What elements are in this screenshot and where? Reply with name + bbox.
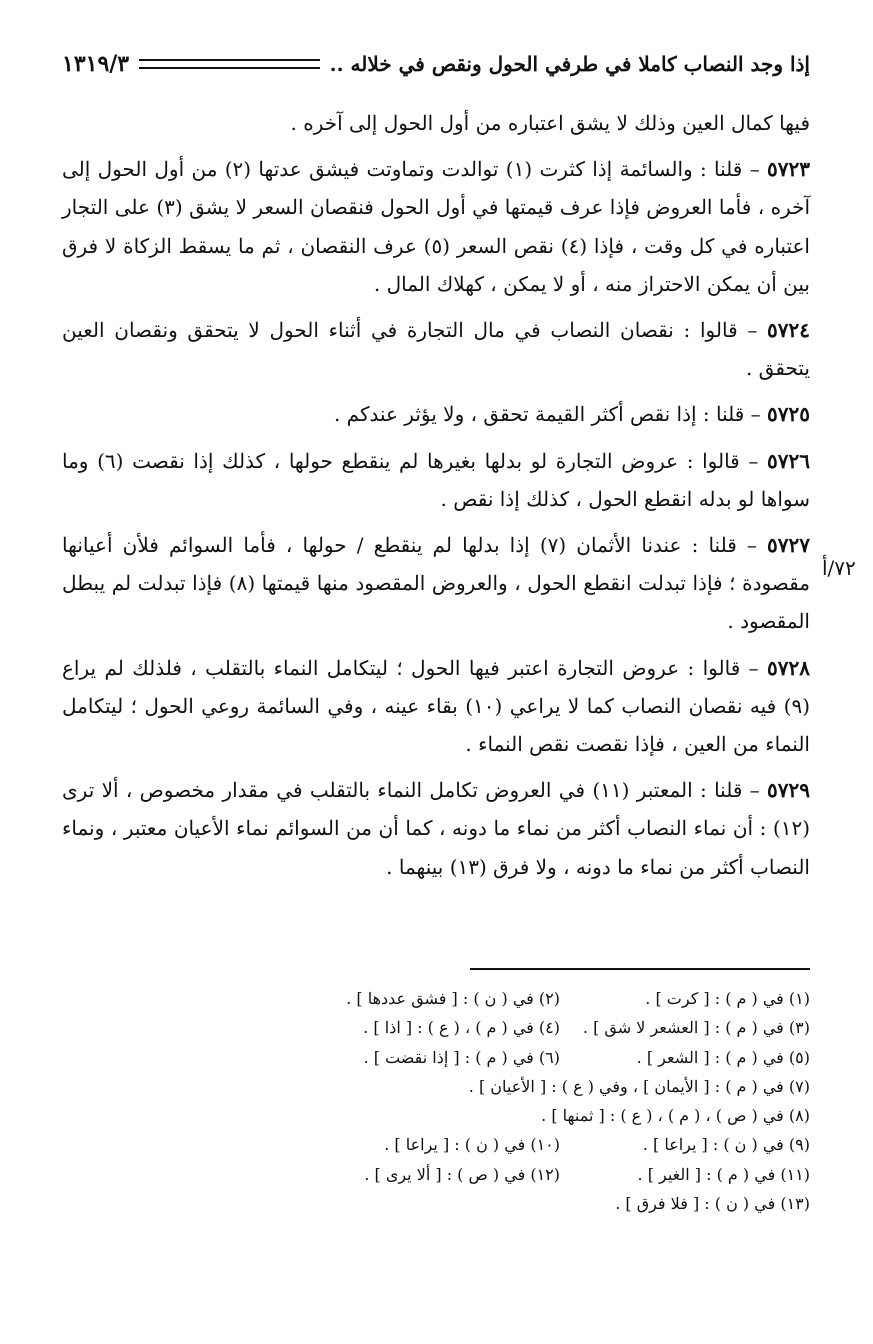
footnote-row <box>130 1101 810 1130</box>
footnote: (١٣) في ( ن ) : [ فلا فرق ] . <box>615 1194 810 1214</box>
footnote: (٨) في ( ص ) ، ( م ) ، ( ع ) : [ ثمنها ] . <box>541 1106 810 1126</box>
paragraph-text: – قلنا : إذا نقص أكثر القيمة تحقق ، ولا يؤثر عندكم . <box>333 402 768 427</box>
header-title: إذا وجد النصاب كاملا في طرفي الحول ونقص في خلاله .. <box>329 52 810 76</box>
paragraph-number: ٥٧٢٣ <box>767 157 810 182</box>
paragraph-number: ٥٧٢٧ <box>767 533 810 558</box>
paragraph-text: – قلنا : المعتبر (١١) في العروض تكامل النماء بالتقلب في مقدار مخصوص ، ألا ترى (١٢) : أن نماء النصاب أكثر من نماء ما دونه ، كما أن من السوائم نماء الأعيان معتبر ، ونماء النصاب أكثر من نماء ما دونه ، ولا فرق (١٣) بينهما . <box>62 778 810 879</box>
main-text <box>62 104 810 894</box>
paragraph <box>62 395 810 433</box>
paragraph-number: ٥٧٢٤ <box>767 318 810 343</box>
footnote: (٦) في ( م ) : [ إذا نقضت ] . <box>363 1047 560 1067</box>
footnote: (٢) في ( ن ) : [ فشق عددها ] . <box>346 989 560 1008</box>
paragraph-number: ٥٧٢٩ <box>767 778 810 803</box>
footnote: (٥) في ( م ) : [ الشعر ] . <box>636 1047 810 1067</box>
footnote: (١٢) في ( ص ) : [ ألا يرى ] . <box>364 1164 560 1184</box>
paragraph-number: ٥٧٢٥ <box>767 402 810 427</box>
paragraph-number: ٥٧٢٦ <box>767 448 810 473</box>
paragraph <box>62 150 810 303</box>
paragraph <box>62 526 810 641</box>
footnote-row <box>130 1043 810 1072</box>
footnote-row <box>130 1189 810 1218</box>
footnote-separator <box>470 968 810 970</box>
header-rule <box>139 59 320 69</box>
page-number: ١٣١٩/٣ <box>62 51 130 77</box>
manuscript-folio-note: ٧٢/أ <box>822 556 856 580</box>
paragraph-text: – قلنا : والسائمة إذا كثرت (١) توالدت وتماوتت فيشق عدتها (٢) من أول الحول إلى آخره ، فأما العروض فإذا عرف قيمتها في أول الحول فنقصان السعر لا يشق (٣) على التجار اعتباره في كل وقت ، فإذا (٤) نقص السعر (٥) عرف النقصان ، ثم ما يسقط الزكاة لا فرق بين أن يمكن الاحتراز منه ، أو لا يمكن ، كهلاك المال . <box>62 157 811 296</box>
paragraph-text: – قالوا : عروض التجارة لو بدلها بغيرها لم ينقطع حولها ، كذلك إذا نقصت (٦) وما سواها لو بدله انقطع الحول ، كذلك إذا نقص . <box>62 448 810 511</box>
running-header <box>62 44 810 84</box>
footnote-row <box>130 1013 810 1042</box>
paragraph-text: فيها كمال العين وذلك لا يشق اعتباره من أول الحول إلى آخره . <box>290 111 810 135</box>
paragraph-text: – قالوا : نقصان النصاب في مال التجارة في أثناء الحول لا يتحقق ونقصان العين يتحقق . <box>62 318 810 381</box>
paragraph <box>62 311 810 387</box>
footnote-row <box>130 1130 810 1159</box>
footnote-row <box>130 1072 810 1101</box>
paragraph-text: – قالوا : عروض التجارة اعتبر فيها الحول ؛ ليتكامل النماء بالتقلب ، فلذلك لم يراع (٩) فيه نقصان النصاب كما لا يراعي (١٠) بقاء عينه ، وفي السائمة روعي الحول ؛ ليتكامل النماء من العين ، فإذا نقصت نقص النماء . <box>62 655 810 757</box>
footnote: (٧) في ( م ) : [ الأيمان ] ، وفي ( ع ) : [ الأعيان ] . <box>468 1076 810 1096</box>
footnotes <box>130 984 810 1218</box>
paragraph-text: – قلنا : عندنا الأثمان (٧) إذا بدلها لم ينقطع / حولها ، فأما السوائم فلأن أعيانها مقصودة ؛ فإذا تبدلت انقطع الحول ، والعروض المقصود منها قيمتها (٨) فإذا تبدلت لم يبطل المقصود . <box>62 533 810 634</box>
footnote: (٤) في ( م ) ، ( ع ) : [ اذا ] . <box>363 1018 560 1038</box>
footnote: (٣) في ( م ) : [ العشعر لا شق ] . <box>582 1018 810 1038</box>
paragraph <box>62 649 810 764</box>
footnote: (١١) في ( م ) : [ الغير ] . <box>637 1164 810 1184</box>
footnote-row <box>130 1160 810 1189</box>
footnote-row <box>130 984 810 1013</box>
paragraph <box>62 442 810 518</box>
footnote: (١) في ( م ) : [ كرت ] . <box>645 989 810 1008</box>
paragraph-number: ٥٧٢٨ <box>767 655 810 680</box>
footnote: (٩) في ( ن ) : [ يراعا ] . <box>642 1135 810 1155</box>
paragraph <box>62 104 810 142</box>
paragraph <box>62 771 810 886</box>
footnote: (١٠) في ( ن ) : [ يراعا ] . <box>384 1135 560 1155</box>
